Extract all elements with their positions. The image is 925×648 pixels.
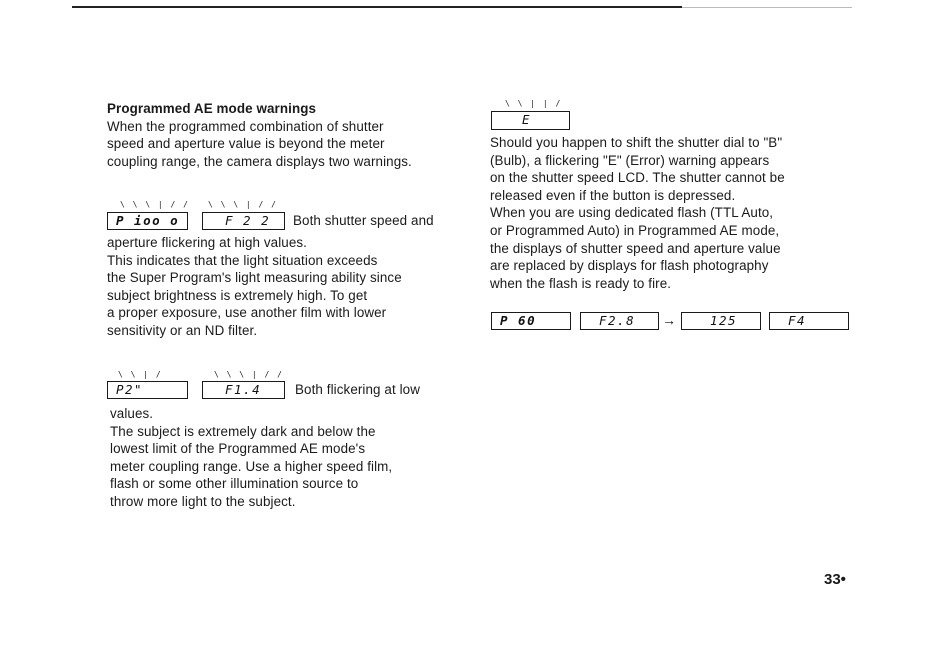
flicker-rays-icon: \ \ | | / xyxy=(505,99,562,108)
lcd-flash-shutter-ready: 125 xyxy=(681,312,761,330)
lcd-shutter-low: P2" xyxy=(107,381,188,399)
lcd-shutter-high: P ioo o xyxy=(107,212,188,230)
flicker-rays-icon: \ \ \ | / / xyxy=(214,370,284,379)
top-rule-extension xyxy=(682,7,852,8)
body-line: sensitivity or an ND filter. xyxy=(107,322,258,338)
high-warning-body xyxy=(107,234,402,340)
body-line: values. xyxy=(110,406,154,421)
body-line: (Bulb), a flickering "E" (Error) warning appears xyxy=(490,152,770,168)
page-number: 33• xyxy=(824,571,846,588)
top-rule xyxy=(72,6,682,8)
body-line: Should you happen to shift the shutter dial to "B" xyxy=(490,135,783,150)
lcd-aperture-low: F1.4 xyxy=(202,381,285,399)
body-line: throw more light to the subject. xyxy=(110,493,296,509)
intro-line: When the programmed combination of shutter xyxy=(107,118,384,134)
body-line: subject brightness is extremely high. To get xyxy=(107,287,368,303)
body-line: on the shutter speed LCD. The shutter cannot be xyxy=(490,170,785,186)
body-line: the displays of shutter speed and aperture value xyxy=(490,240,781,256)
body-line: when the flash is ready to fire. xyxy=(490,275,672,291)
flicker-rays-icon: \ \ \ | / / xyxy=(120,200,190,209)
flicker-rays-icon: \ \ | / xyxy=(118,370,163,379)
body-line: lowest limit of the Programmed AE mode's xyxy=(110,441,366,457)
low-warning-inline-text: Both flickering at low xyxy=(295,382,421,397)
high-warning-inline-text: Both shutter speed and xyxy=(293,213,434,228)
right-arrow-icon: → xyxy=(662,312,676,328)
body-line: The subject is extremely dark and below the xyxy=(110,423,376,439)
left-column-intro xyxy=(107,100,412,170)
flicker-rays-icon: \ \ \ | / / xyxy=(208,200,278,209)
section-heading: Programmed AE mode warnings xyxy=(107,101,317,116)
body-line: When you are using dedicated flash (TTL Auto, xyxy=(490,205,774,221)
lcd-aperture-high: F 2 2 xyxy=(202,212,285,230)
lcd-flash-aperture-ready: F4 xyxy=(769,312,849,330)
intro-line: coupling range, the camera displays two warnings. xyxy=(107,153,412,169)
lcd-flash-shutter: P 60 xyxy=(491,312,571,330)
body-line: the Super Program's light measuring ability since xyxy=(107,270,402,286)
intro-line: speed and aperture value is beyond the meter xyxy=(107,136,385,152)
body-line: are replaced by displays for flash photography xyxy=(490,258,769,274)
low-warning-body xyxy=(110,405,392,511)
body-line: This indicates that the light situation exceeds xyxy=(107,252,378,268)
body-line: aperture flickering at high values. xyxy=(107,235,308,250)
lcd-flash-aperture: F2.8 xyxy=(580,312,659,330)
body-line: released even if the button is depressed. xyxy=(490,187,736,203)
body-line: meter coupling range. Use a higher speed film, xyxy=(110,458,393,474)
lcd-error: E xyxy=(491,111,570,130)
body-line: a proper exposure, use another film with lower xyxy=(107,305,387,321)
right-column-body xyxy=(490,134,785,292)
body-line: flash or some other illumination source to xyxy=(110,476,359,492)
body-line: or Programmed Auto) in Programmed AE mode, xyxy=(490,222,780,238)
